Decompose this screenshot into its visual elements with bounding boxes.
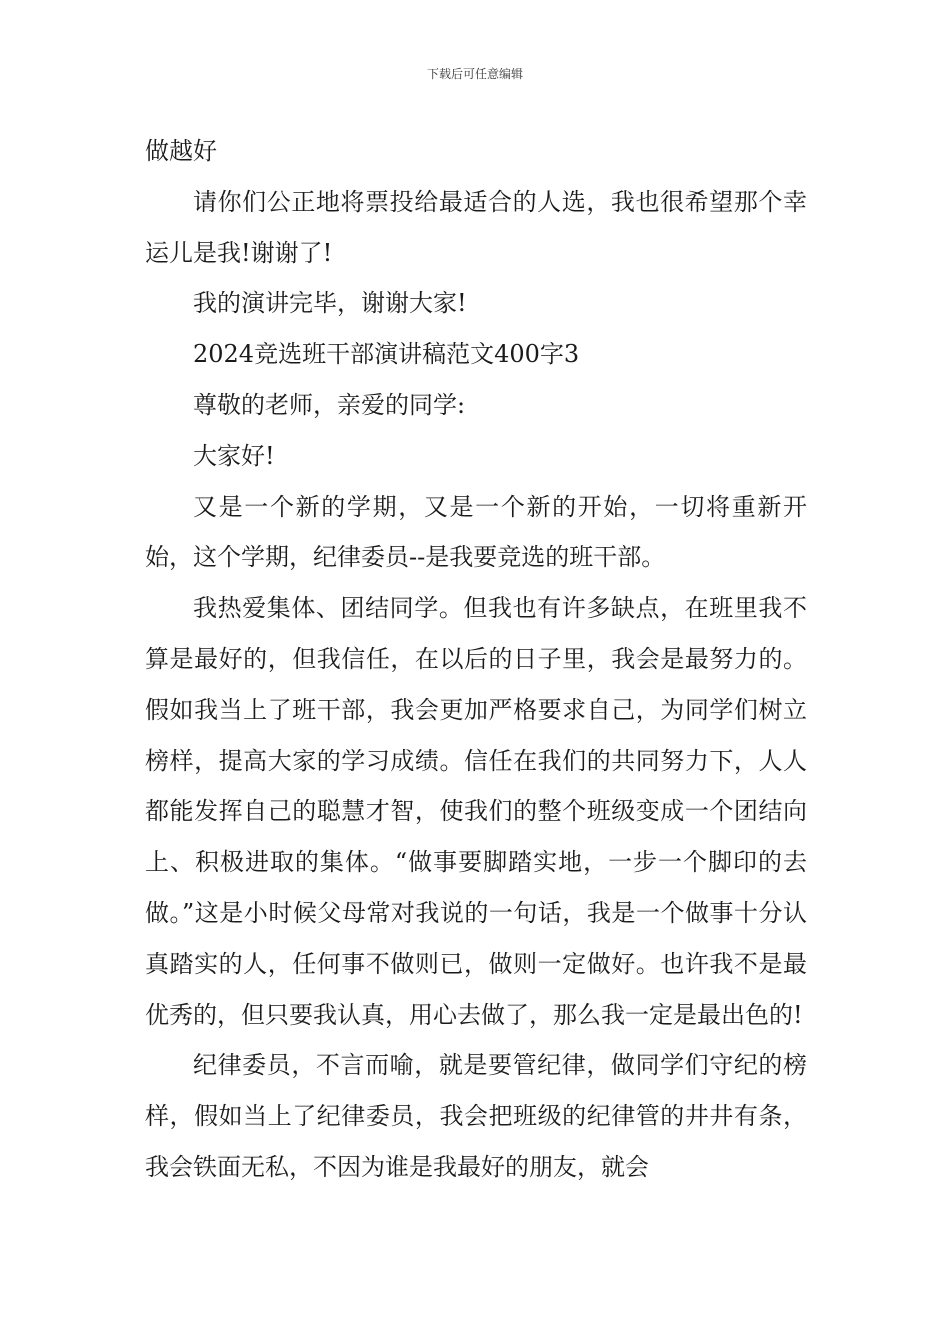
paragraph-role-description: 纪律委员，不言而喻，就是要管纪律，做同学们守纪的榜样，假如当上了纪律委员，我会把班级的纪律管的井井有条，我会铁面无私，不因为谁是我最好的朋友，就会 bbox=[145, 1051, 807, 1181]
paragraph-salutation: 尊敬的老师，亲爱的同学: bbox=[193, 390, 466, 419]
paragraph-closing: 我的演讲完毕，谢谢大家! bbox=[193, 289, 467, 318]
paragraph-intro: 又是一个新的学期，又是一个新的开始，一切将重新开始，这个学期，纪律委员--是我要竞选的班干部。 bbox=[145, 492, 807, 572]
paragraph-vote-request: 请你们公正地将票投给最适合的人选，我也很希望那个幸运儿是我!谢谢了! bbox=[145, 187, 807, 267]
document-body bbox=[145, 126, 807, 1193]
paragraph-continuation: 做越好 bbox=[145, 137, 217, 165]
page-header: 下载后可任意编辑 bbox=[426, 67, 523, 81]
paragraph-self-description: 我热爱集体、团结同学。但我也有许多缺点，在班里我不算是最好的，但我信任，在以后的日子里，我会是最努力的。假如我当上了班干部，我会更加严格要求自己，为同学们树立榜样，提高大家的学习成绩。信任在我们的共同努力下，人人都能发挥自己的聪慧才智，使我们的整个班级变成一个团结向上、积极进取的集体。“做事要脚踏实地，一步一个脚印的去做。”这是小时候父母常对我说的一句话，我是一个做事十分认真踏实的人，任何事不做则已，做则一定做好。也许我不是最优秀的，但只要我认真，用心去做了，那么我一定是最出色的! bbox=[145, 594, 807, 1029]
paragraph-greeting: 大家好! bbox=[193, 441, 275, 470]
section-title: 2024竞选班干部演讲稿范文400字3 bbox=[193, 340, 580, 369]
